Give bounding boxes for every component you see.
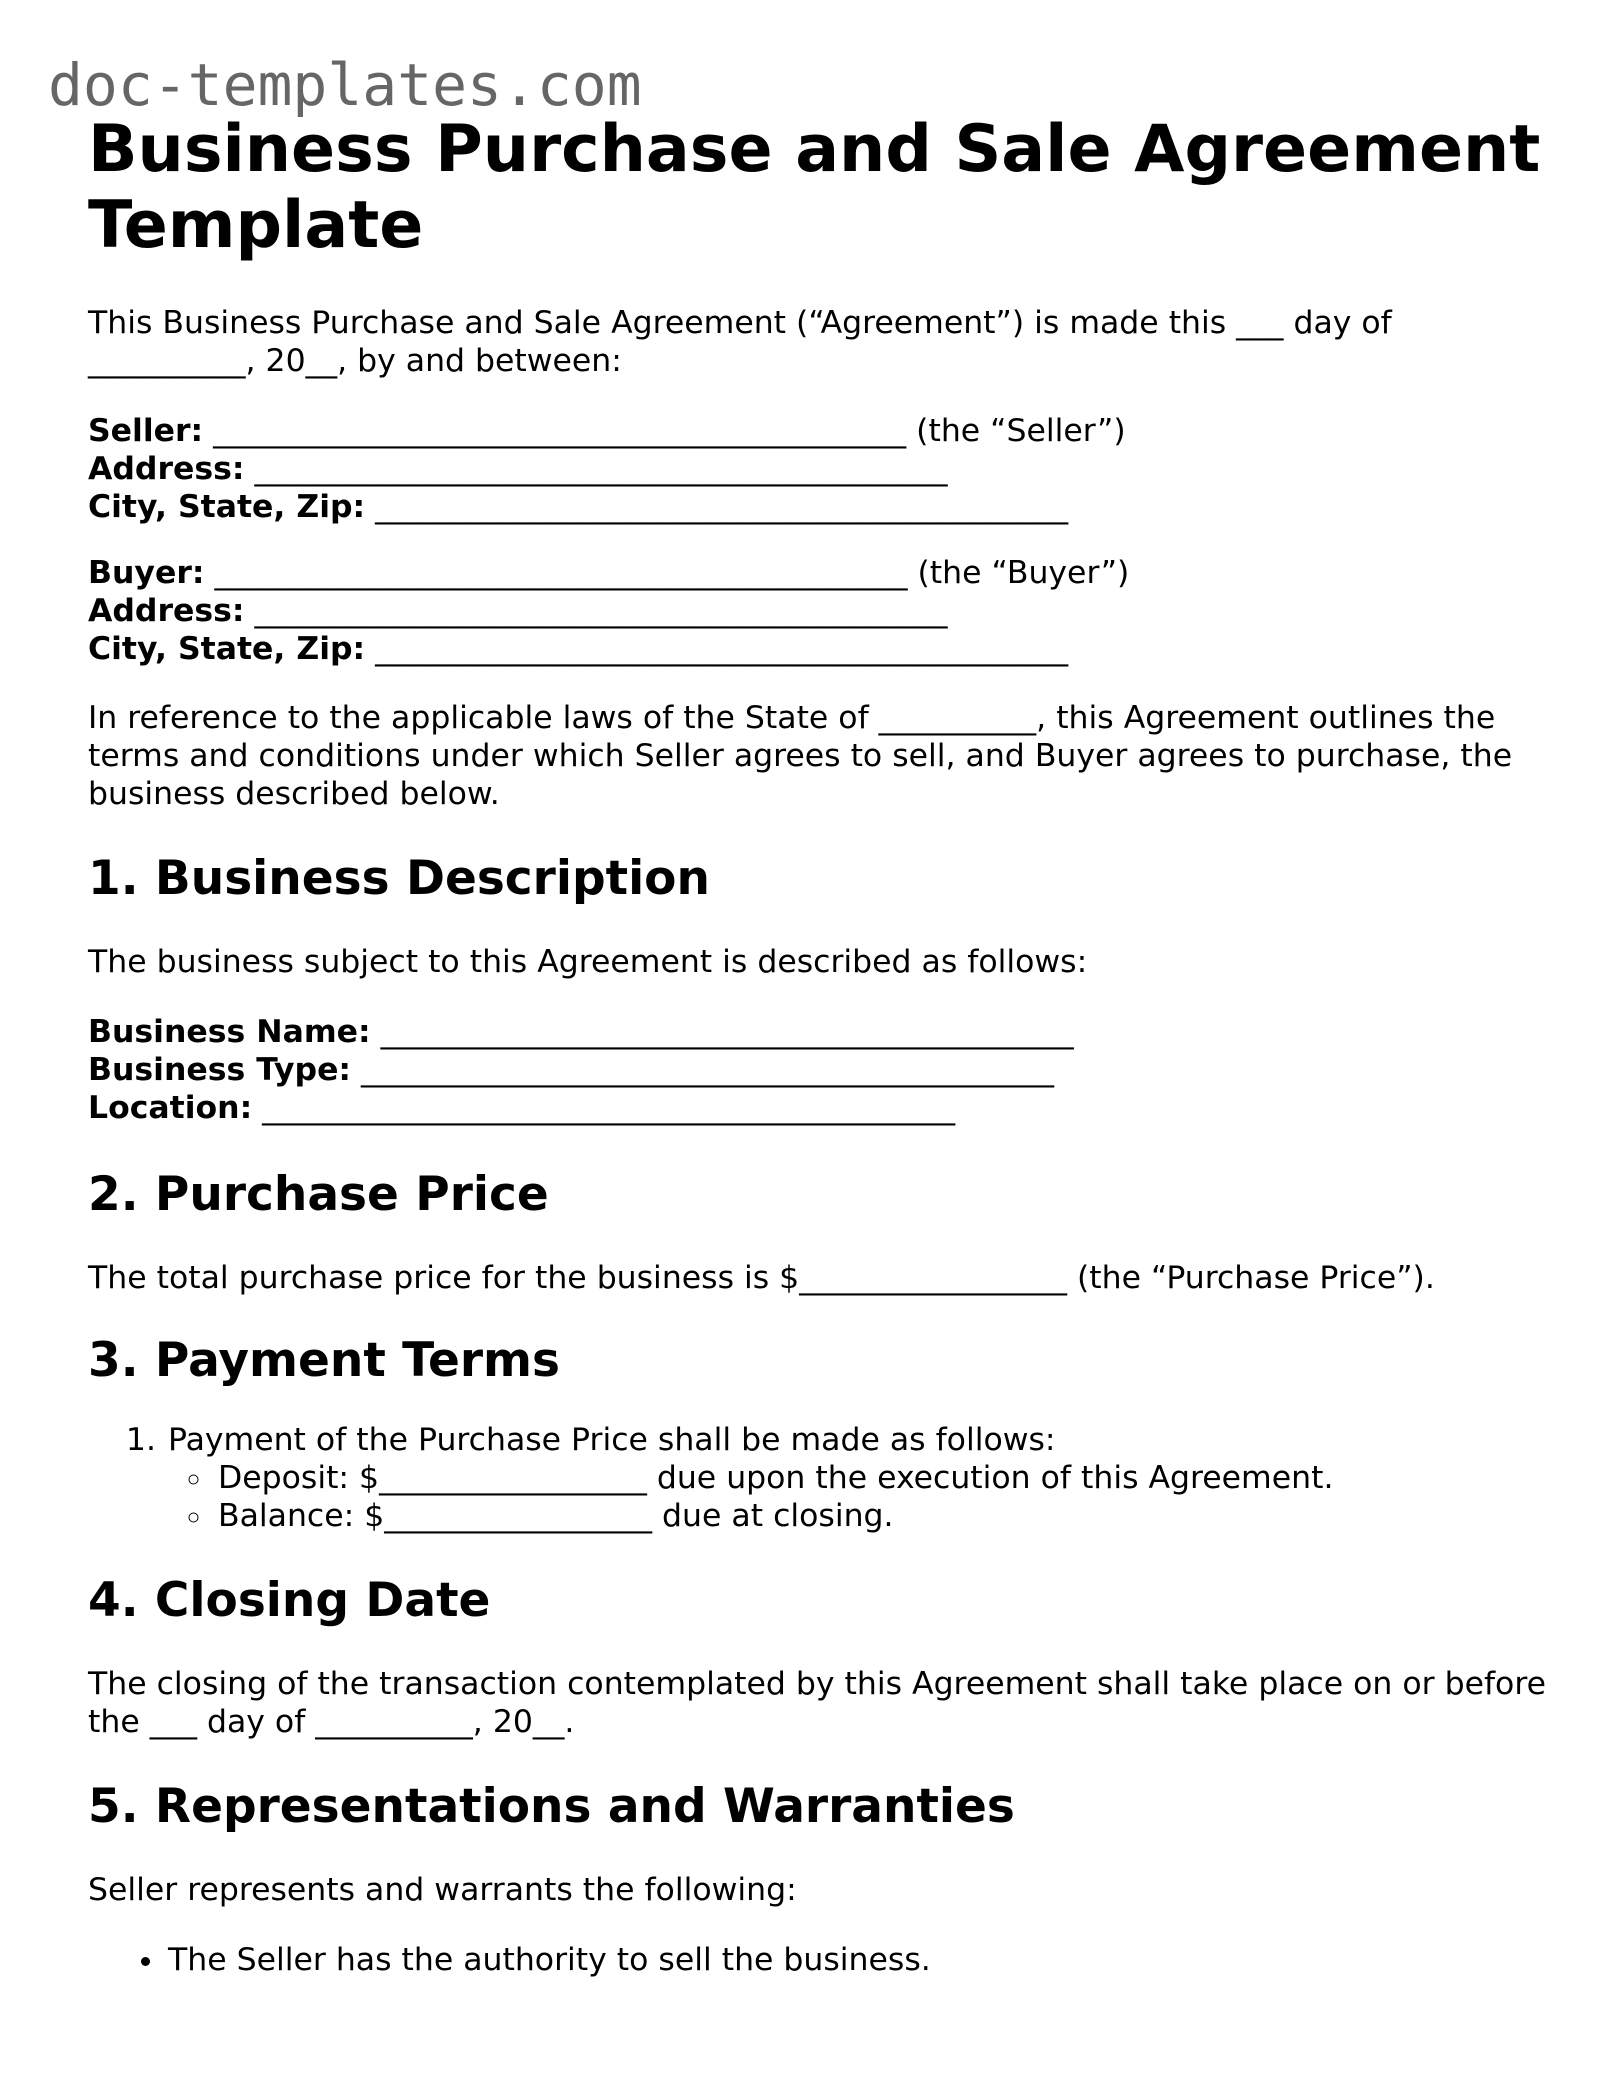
buyer-city-label: City, State, Zip: bbox=[88, 631, 366, 667]
business-name-blank: ____________________________________________ bbox=[370, 1014, 1074, 1050]
document-page bbox=[88, 112, 1548, 1979]
purchase-price-text: The total purchase price for the business is $_________________ (the “Purchase Price”). bbox=[88, 1260, 1435, 1296]
document-title: Business Purchase and Sale Agreement Template bbox=[88, 112, 1541, 263]
business-type-line bbox=[88, 1051, 1548, 1089]
payment-terms-item-text: Payment of the Purchase Price shall be made as follows: bbox=[168, 1422, 1056, 1458]
buyer-block bbox=[88, 554, 1548, 668]
closing-date-text: The closing of the transaction contemplated by this Agreement shall take place on or before the ___ day of __________, 20__. bbox=[88, 1666, 1546, 1740]
representation-item: • The Seller has the authority to sell the business. bbox=[166, 1941, 1548, 1979]
buyer-name-label: Buyer: bbox=[88, 555, 205, 591]
payment-terms-list bbox=[88, 1421, 1548, 1535]
seller-name-blank: ____________________________________________ (the “Seller”) bbox=[203, 413, 1126, 449]
location-blank: ____________________________________________ bbox=[252, 1090, 956, 1126]
site-watermark: doc-templates.com bbox=[48, 51, 642, 119]
seller-city-line bbox=[88, 488, 1548, 526]
seller-city-label: City, State, Zip: bbox=[88, 489, 366, 525]
reference-paragraph: In reference to the applicable laws of the State of __________, this Agreement outlines the terms and conditions under which Seller agrees to sell, and Buyer agrees to purchase, the business described below. bbox=[88, 700, 1513, 812]
buyer-city-line bbox=[88, 630, 1548, 668]
business-type-blank: ____________________________________________ bbox=[351, 1052, 1055, 1088]
seller-address-line bbox=[88, 450, 1548, 488]
seller-name-line bbox=[88, 412, 1548, 450]
business-name-label: Business Name: bbox=[88, 1014, 371, 1050]
business-name-line bbox=[88, 1013, 1548, 1051]
section-heading-purchase-price: 2. Purchase Price bbox=[88, 1167, 549, 1222]
section-heading-representations: 5. Representations and Warranties bbox=[88, 1779, 1015, 1834]
seller-address-label: Address: bbox=[88, 451, 245, 487]
buyer-address-line bbox=[88, 592, 1548, 630]
location-label: Location: bbox=[88, 1090, 253, 1126]
seller-block bbox=[88, 412, 1548, 526]
business-fields bbox=[88, 1013, 1548, 1127]
buyer-name-blank: ____________________________________________ (the “Buyer”) bbox=[204, 555, 1130, 591]
payment-sub-list bbox=[168, 1459, 1548, 1535]
section-heading-business-description: 1. Business Description bbox=[88, 851, 710, 906]
buyer-address-blank: ____________________________________________ bbox=[244, 593, 948, 629]
business-description-text: The business subject to this Agreement is described as follows: bbox=[88, 944, 1088, 980]
section-heading-payment-terms: 3. Payment Terms bbox=[88, 1333, 560, 1388]
section-heading-closing-date: 4. Closing Date bbox=[88, 1573, 491, 1628]
payment-terms-item bbox=[166, 1421, 1548, 1535]
buyer-address-label: Address: bbox=[88, 593, 245, 629]
buyer-city-blank: ____________________________________________ bbox=[365, 631, 1069, 667]
intro-paragraph: This Business Purchase and Sale Agreement (“Agreement”) is made this ___ day of __________, 20__, by and between: bbox=[88, 305, 1392, 379]
representations-list bbox=[88, 1941, 1548, 1979]
seller-name-label: Seller: bbox=[88, 413, 204, 449]
deposit-item: ◦ Deposit: $_________________ due upon the execution of this Agreement. bbox=[214, 1459, 1548, 1497]
seller-city-blank: ____________________________________________ bbox=[365, 489, 1069, 525]
buyer-name-line bbox=[88, 554, 1548, 592]
location-line bbox=[88, 1089, 1548, 1127]
balance-item: ◦ Balance: $_________________ due at closing. bbox=[214, 1497, 1548, 1535]
business-type-label: Business Type: bbox=[88, 1052, 352, 1088]
representations-text: Seller represents and warrants the following: bbox=[88, 1872, 797, 1908]
seller-address-blank: ____________________________________________ bbox=[244, 451, 948, 487]
